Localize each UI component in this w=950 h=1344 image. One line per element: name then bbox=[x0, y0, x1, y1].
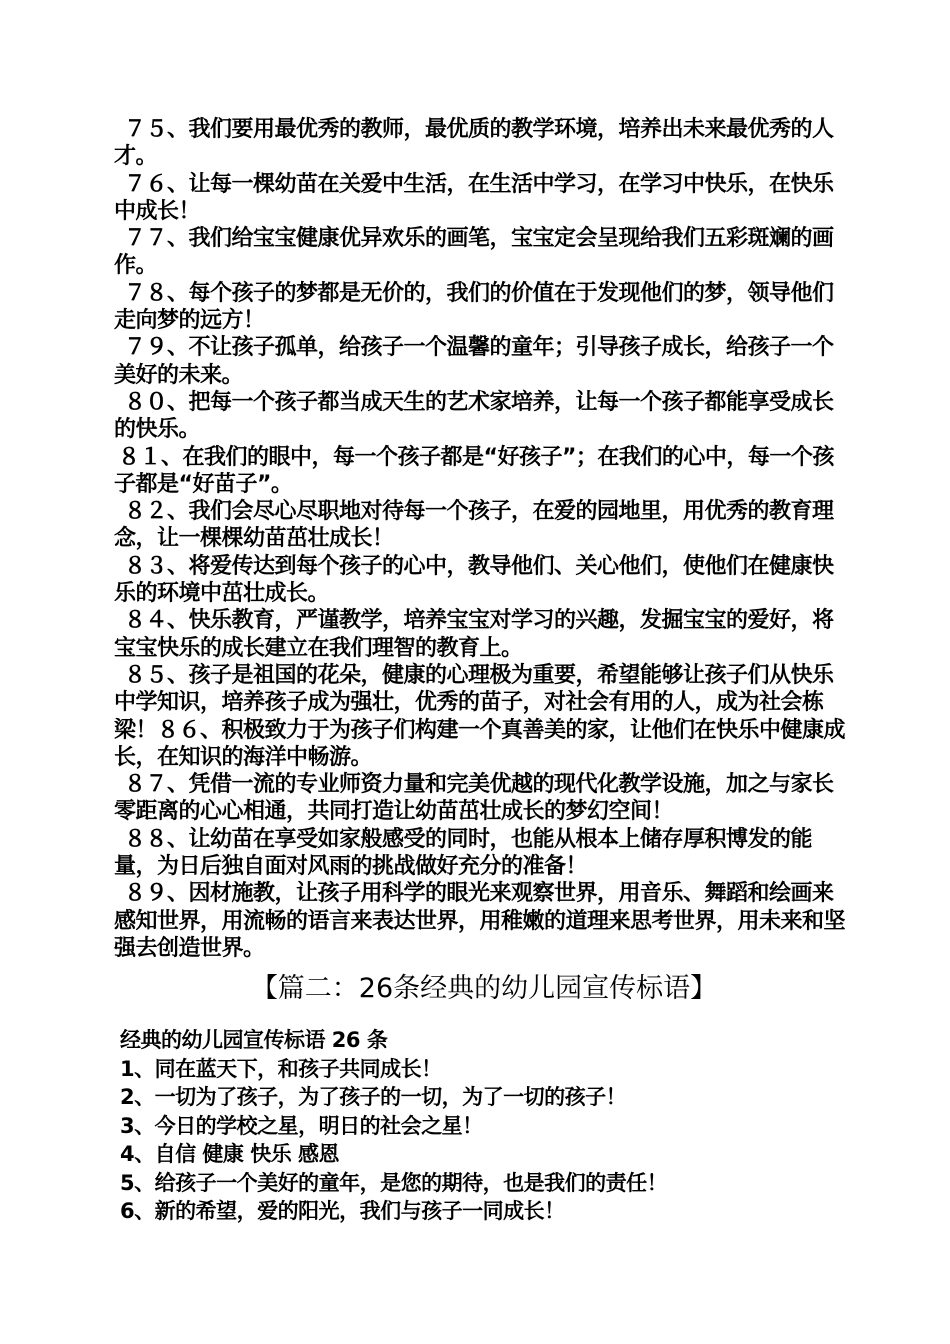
slogan-82: ８２、我们会尽心尽职地对待每一个孩子，在爱的园地里，用优秀的教育理念，让一棵棵幼苗茁壮成长！ bbox=[114, 499, 834, 552]
list-item: 6、新的希望，爱的阳光，我们与孩子一同成长！ bbox=[120, 1199, 565, 1224]
document-page bbox=[114, 116, 854, 1226]
list-item: 1、同在蓝天下，和孩子共同成长！ bbox=[120, 1056, 442, 1081]
slogan-list-part-two bbox=[114, 1026, 854, 1226]
slogan-83: ８３、将爱传达到每个孩子的心中，教导他们、关心他们，使他们在健康快乐的环境中茁壮成长。 bbox=[114, 553, 834, 607]
section-heading: 【篇二：26条经典的幼儿园宣传标语】 bbox=[250, 973, 718, 1005]
list-item: 3、今日的学校之星，明日的社会之星！ bbox=[120, 1113, 483, 1138]
list-item: 2、一切为了孩子，为了孩子的一切，为了一切的孩子！ bbox=[120, 1085, 627, 1110]
list-item: 5、给孩子一个美好的童年，是您的期待，也是我们的责任！ bbox=[120, 1170, 668, 1195]
slogan-list-part-one bbox=[114, 116, 854, 962]
slogan-78: ７８、每个孩子的梦都是无价的，我们的价值在于发现他们的梦，领导他们走向梦的远方！ bbox=[114, 280, 834, 334]
slogan-87: ８７、凭借一流的专业师资力量和完美优越的现代化教学设施，加之与家长零距离的心心相通，共同打造让幼苗茁壮成长的梦幻空间！ bbox=[114, 772, 834, 825]
slogan-75: ７５、我们要用最优秀的教师，最优质的教学环境，培养出未来最优秀的人才。 bbox=[114, 117, 834, 170]
slogan-85-86: ８５、孩子是祖国的花朵，健康的心理极为重要，希望能够让孩子们从快乐中学知识，培养孩子成为强壮，优秀的苗子，对社会有用的人，成为社会栋梁！８６、积极致力于为孩子们构建一个真善美的家，让他们在快乐中健康成长，在知识的海洋中畅游。 bbox=[114, 662, 846, 770]
slogan-76: ７６、让每一棵幼苗在关爱中生活，在生活中学习，在学习中快乐，在快乐中成长！ bbox=[114, 171, 834, 224]
slogan-84: ８４、快乐教育，严谨教学，培养宝宝对学习的兴趣，发掘宝宝的爱好，将宝宝快乐的成长建立在我们理智的教育上。 bbox=[114, 608, 834, 661]
slogan-77: ７７、我们给宝宝健康优异欢乐的画笔，宝宝定会呈现给我们五彩斑斓的画作。 bbox=[114, 226, 834, 279]
slogan-80: ８０、把每一个孩子都当成天生的艺术家培养，让每一个孩子都能享受成长的快乐。 bbox=[114, 389, 834, 443]
slogan-79: ７９、不让孩子孤单，给孩子一个温馨的童年；引导孩子成长，给孩子一个美好的未来。 bbox=[114, 335, 834, 388]
slogan-88: ８８、让幼苗在享受如家般感受的同时，也能从根本上储存厚积博发的能量，为日后独自面对风雨的挑战做好充分的准备！ bbox=[114, 826, 813, 880]
list-subtitle: 经典的幼儿园宣传标语 26 条 bbox=[120, 1028, 388, 1053]
list-item: 4、自信 健康 快乐 感恩 bbox=[120, 1142, 340, 1167]
slogan-89: ８９、因材施教，让孩子用科学的眼光来观察世界，用音乐、舞蹈和绘画来感知世界，用流畅的语言来表达世界，用稚嫩的道理来思考世界，用未来和坚强去创造世界。 bbox=[114, 881, 846, 961]
slogan-81: ８１、在我们的眼中，每一个孩子都是“好孩子”；在我们的心中，每一个孩子都是“好苗子”。 bbox=[114, 444, 834, 497]
